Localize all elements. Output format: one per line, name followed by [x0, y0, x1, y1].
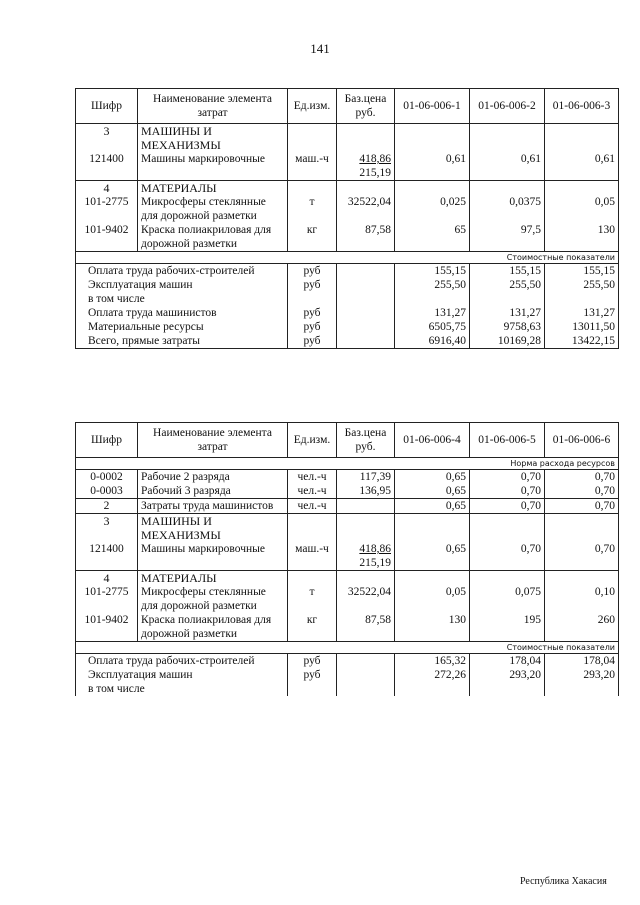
cost-value-3 — [545, 292, 619, 306]
cost-value-2: 255,50 — [470, 278, 545, 292]
price-primary: 418,86 — [359, 153, 391, 165]
table-row — [76, 542, 619, 571]
cost-value-3: 131,27 — [545, 306, 619, 320]
cost-price — [337, 292, 395, 306]
cost-price — [337, 320, 395, 334]
table-row — [76, 181, 619, 196]
cost-value-2: 10169,28 — [470, 334, 545, 349]
row-unit: кг — [288, 223, 337, 252]
header-col-2: 01-06-006-2 — [470, 89, 545, 124]
row-code: 4 — [76, 181, 138, 196]
cost-row — [76, 306, 619, 320]
header-unit: Ед.изм. — [288, 89, 337, 124]
row-code: 0-0002 — [76, 470, 138, 485]
row-code: 101-2775 — [76, 585, 138, 613]
table-row — [76, 571, 619, 586]
cost-value-2: 293,20 — [470, 668, 545, 682]
cost-value-2 — [470, 292, 545, 306]
cost-value-2: 131,27 — [470, 306, 545, 320]
row-price — [337, 124, 395, 153]
cost-value-1 — [395, 292, 470, 306]
cost-row — [76, 292, 619, 306]
cost-price — [337, 682, 395, 696]
cost-value-1: 6505,75 — [395, 320, 470, 334]
row-value-1: 0,05 — [395, 585, 470, 613]
row-code: 4 — [76, 571, 138, 586]
table-row — [76, 152, 619, 181]
row-price — [337, 181, 395, 196]
row-name: Рабочий 3 разряда — [138, 484, 288, 499]
cost-unit: руб — [288, 334, 337, 349]
cost-name: Оплата труда машинистов — [76, 306, 288, 320]
row-price — [337, 499, 395, 514]
cost-name: в том числе — [76, 292, 288, 306]
row-value-2: 195 — [470, 613, 545, 642]
row-unit: т — [288, 585, 337, 613]
cost-value-3: 13011,50 — [545, 320, 619, 334]
cost-value-1: 6916,40 — [395, 334, 470, 349]
cost-value-3: 293,20 — [545, 668, 619, 682]
row-value-3 — [545, 514, 619, 543]
row-value-2: 0,70 — [470, 470, 545, 485]
row-value-2: 0,70 — [470, 542, 545, 571]
row-unit — [288, 181, 337, 196]
row-value-2: 0,61 — [470, 152, 545, 181]
row-unit: чел.-ч — [288, 470, 337, 485]
row-value-3: 0,70 — [545, 499, 619, 514]
cost-name: Эксплуатация машин — [76, 278, 288, 292]
table-row — [76, 514, 619, 543]
cost-value-3: 13422,15 — [545, 334, 619, 349]
row-value-2 — [470, 514, 545, 543]
row-unit: кг — [288, 613, 337, 642]
row-name: Рабочие 2 разряда — [138, 470, 288, 485]
row-value-3 — [545, 124, 619, 153]
row-name: МАТЕРИАЛЫ — [138, 181, 288, 196]
row-price: 117,39 — [337, 470, 395, 485]
cost-name: Всего, прямые затраты — [76, 334, 288, 349]
row-value-1: 0,65 — [395, 542, 470, 571]
row-value-2: 0,0375 — [470, 195, 545, 223]
cost-name: Эксплуатация машин — [76, 668, 288, 682]
table-header-row — [76, 89, 619, 124]
cost-value-1: 131,27 — [395, 306, 470, 320]
table-row — [76, 484, 619, 499]
row-price — [337, 514, 395, 543]
header-name: Наименование элемента затрат — [138, 89, 288, 124]
row-value-1 — [395, 571, 470, 586]
row-value-1: 0,65 — [395, 499, 470, 514]
cost-row — [76, 320, 619, 334]
table-body — [76, 124, 619, 349]
cost-value-1: 255,50 — [395, 278, 470, 292]
cost-row — [76, 654, 619, 669]
cost-unit: руб — [288, 278, 337, 292]
header-code: Шифр — [76, 89, 138, 124]
cost-price — [337, 668, 395, 682]
row-code: 2 — [76, 499, 138, 514]
cost-price — [337, 306, 395, 320]
cost-value-2: 9758,63 — [470, 320, 545, 334]
row-value-1: 0,65 — [395, 484, 470, 499]
cost-value-3: 178,04 — [545, 654, 619, 669]
cost-row — [76, 682, 619, 696]
row-value-1 — [395, 124, 470, 153]
row-price: 32522,04 — [337, 195, 395, 223]
row-value-3: 0,70 — [545, 542, 619, 571]
row-price: 32522,04 — [337, 585, 395, 613]
row-value-3: 260 — [545, 613, 619, 642]
cost-row — [76, 264, 619, 279]
row-unit: т — [288, 195, 337, 223]
row-unit — [288, 514, 337, 543]
row-code: 121400 — [76, 152, 138, 181]
cost-value-1: 165,32 — [395, 654, 470, 669]
header-col-3: 01-06-006-3 — [545, 89, 619, 124]
row-code: 0-0003 — [76, 484, 138, 499]
cost-value-1: 155,15 — [395, 264, 470, 279]
row-unit — [288, 124, 337, 153]
row-unit: чел.-ч — [288, 499, 337, 514]
row-name: МАТЕРИАЛЫ — [138, 571, 288, 586]
row-name: Краска полиакриловая для дорожной разметки — [138, 613, 288, 642]
header-col-6: 01-06-006-6 — [545, 423, 619, 458]
table-row — [76, 195, 619, 223]
section-label-row — [76, 252, 619, 264]
cost-value-3: 255,50 — [545, 278, 619, 292]
cost-value-2: 155,15 — [470, 264, 545, 279]
price-secondary: 215,19 — [359, 557, 391, 569]
cost-row — [76, 668, 619, 682]
cost-price — [337, 654, 395, 669]
cost-name: Оплата труда рабочих-строителей — [76, 654, 288, 669]
row-value-1: 0,65 — [395, 470, 470, 485]
section-label: Стоимостные показатели — [76, 642, 619, 654]
row-value-1: 0,025 — [395, 195, 470, 223]
row-value-2 — [470, 124, 545, 153]
row-value-3: 130 — [545, 223, 619, 252]
price-primary: 418,86 — [359, 543, 391, 555]
header-price: Баз.цена руб. — [337, 423, 395, 458]
section-label-row — [76, 458, 619, 470]
row-code: 121400 — [76, 542, 138, 571]
row-value-3: 0,10 — [545, 585, 619, 613]
section-label-row — [76, 642, 619, 654]
row-value-1 — [395, 181, 470, 196]
row-code: 101-2775 — [76, 195, 138, 223]
row-name: Микросферы стеклянные для дорожной разметки — [138, 195, 288, 223]
row-price: 87,58 — [337, 613, 395, 642]
table-row — [76, 223, 619, 252]
table-row — [76, 470, 619, 485]
cost-unit: руб — [288, 306, 337, 320]
row-value-2 — [470, 571, 545, 586]
cost-name: Материальные ресурсы — [76, 320, 288, 334]
header-col-4: 01-06-006-4 — [395, 423, 470, 458]
row-value-3: 0,61 — [545, 152, 619, 181]
section-label: Стоимостные показатели — [76, 252, 619, 264]
table-row — [76, 124, 619, 153]
row-price: 136,95 — [337, 484, 395, 499]
table-body — [76, 458, 619, 697]
table-header-row — [76, 423, 619, 458]
header-name: Наименование элемента затрат — [138, 423, 288, 458]
cost-price — [337, 334, 395, 349]
cost-value-3 — [545, 682, 619, 696]
row-value-2: 0,70 — [470, 484, 545, 499]
row-name: Краска полиакриловая для дорожной разметки — [138, 223, 288, 252]
row-unit — [288, 571, 337, 586]
cost-row — [76, 278, 619, 292]
row-unit: чел.-ч — [288, 484, 337, 499]
header-col-5: 01-06-006-5 — [470, 423, 545, 458]
row-unit: маш.-ч — [288, 152, 337, 181]
table-row — [76, 499, 619, 514]
row-value-3 — [545, 571, 619, 586]
resource-table-1 — [75, 88, 619, 349]
row-value-2: 97,5 — [470, 223, 545, 252]
row-code: 3 — [76, 514, 138, 543]
row-value-1: 65 — [395, 223, 470, 252]
cost-price — [337, 278, 395, 292]
row-value-2: 0,70 — [470, 499, 545, 514]
row-value-3 — [545, 181, 619, 196]
row-name: Микросферы стеклянные для дорожной разметки — [138, 585, 288, 613]
row-price — [337, 152, 395, 181]
row-value-3: 0,05 — [545, 195, 619, 223]
row-code: 3 — [76, 124, 138, 153]
cost-value-3: 155,15 — [545, 264, 619, 279]
cost-price — [337, 264, 395, 279]
row-value-1: 130 — [395, 613, 470, 642]
row-code: 101-9402 — [76, 613, 138, 642]
footer-region-name: Республика Хакасия — [520, 876, 607, 887]
row-value-2 — [470, 181, 545, 196]
resource-table-2 — [75, 422, 619, 696]
table-row — [76, 613, 619, 642]
section-label: Норма расхода ресурсов — [76, 458, 619, 470]
row-name: Машины маркировочные — [138, 152, 288, 181]
row-price — [337, 542, 395, 571]
row-price — [337, 571, 395, 586]
row-name: МАШИНЫ И МЕХАНИЗМЫ — [138, 124, 288, 153]
cost-value-2 — [470, 682, 545, 696]
row-value-2: 0,075 — [470, 585, 545, 613]
page-number: 141 — [310, 41, 330, 56]
cost-value-1 — [395, 682, 470, 696]
row-value-1: 0,61 — [395, 152, 470, 181]
cost-unit — [288, 292, 337, 306]
row-value-3: 0,70 — [545, 484, 619, 499]
header-price: Баз.цена руб. — [337, 89, 395, 124]
row-price: 87,58 — [337, 223, 395, 252]
cost-value-2: 178,04 — [470, 654, 545, 669]
row-code: 101-9402 — [76, 223, 138, 252]
header-code: Шифр — [76, 423, 138, 458]
table-row — [76, 585, 619, 613]
cost-value-1: 272,26 — [395, 668, 470, 682]
cost-unit — [288, 682, 337, 696]
cost-unit: руб — [288, 654, 337, 669]
cost-name: в том числе — [76, 682, 288, 696]
row-value-1 — [395, 514, 470, 543]
row-name: МАШИНЫ И МЕХАНИЗМЫ — [138, 514, 288, 543]
row-name: Машины маркировочные — [138, 542, 288, 571]
row-value-3: 0,70 — [545, 470, 619, 485]
row-name: Затраты труда машинистов — [138, 499, 288, 514]
cost-name: Оплата труда рабочих-строителей — [76, 264, 288, 279]
row-unit: маш.-ч — [288, 542, 337, 571]
header-unit: Ед.изм. — [288, 423, 337, 458]
header-col-1: 01-06-006-1 — [395, 89, 470, 124]
cost-unit: руб — [288, 668, 337, 682]
cost-unit: руб — [288, 320, 337, 334]
price-secondary: 215,19 — [359, 167, 391, 179]
cost-row — [76, 334, 619, 349]
cost-unit: руб — [288, 264, 337, 279]
